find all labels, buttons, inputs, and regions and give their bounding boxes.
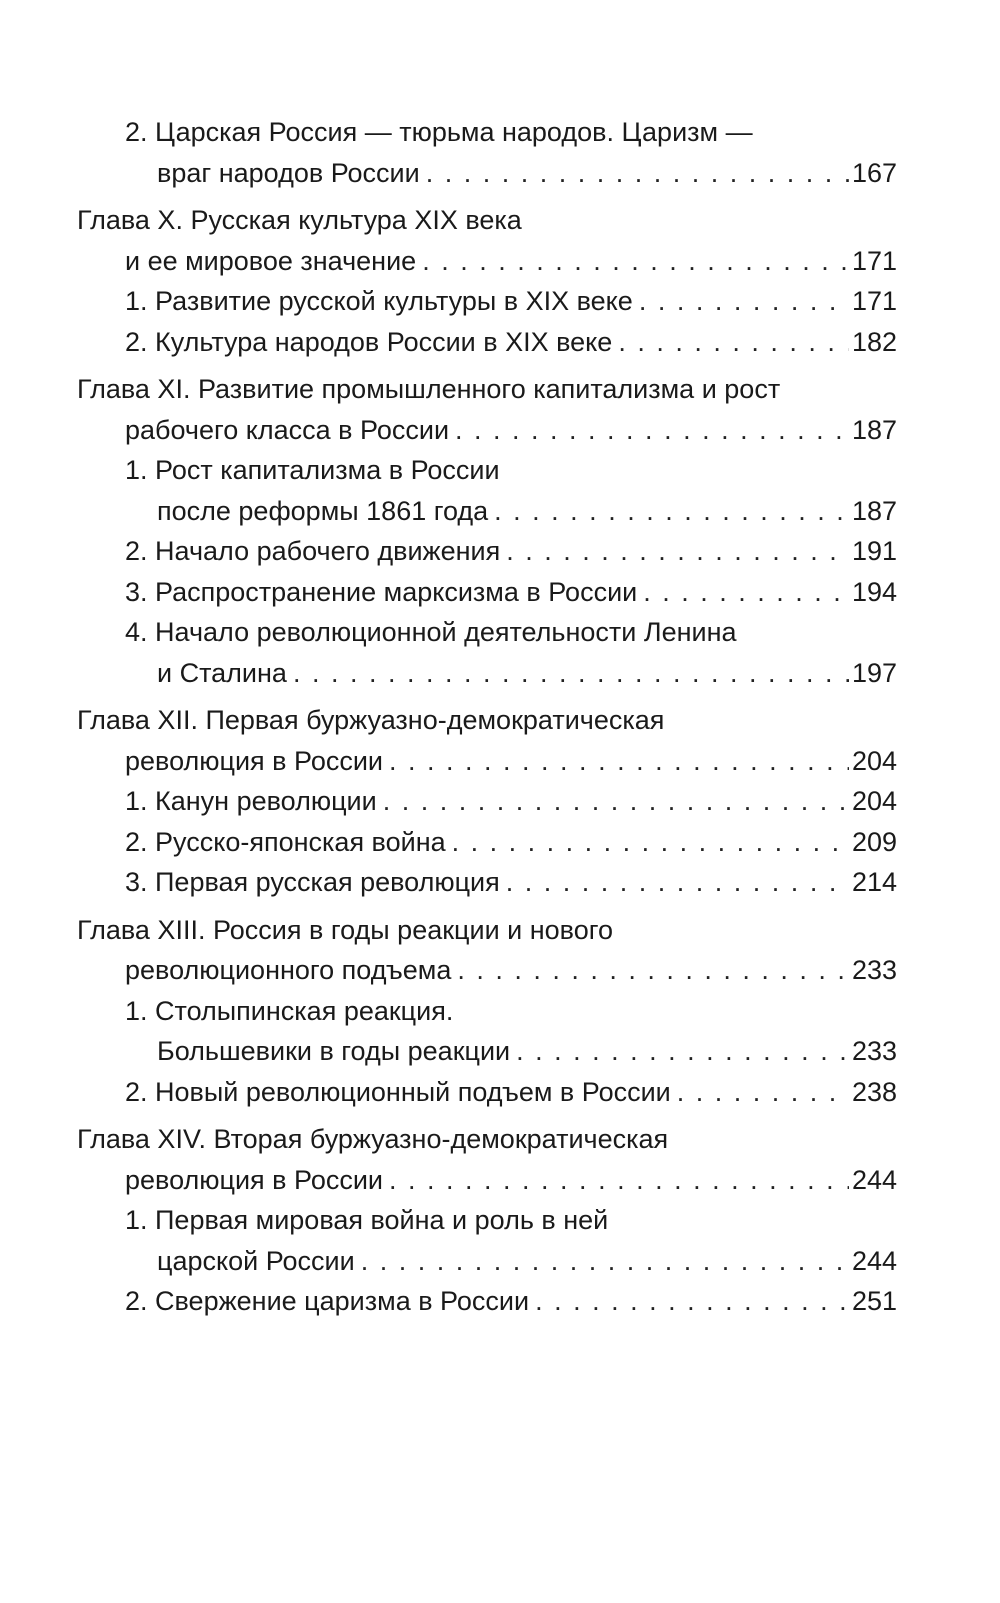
dot-leader [287, 653, 849, 694]
toc-page-number: 187 [851, 414, 897, 445]
toc-entry-title-cont: враг народов России [157, 157, 420, 188]
toc-page-number: 197 [851, 657, 897, 688]
toc-entry-title: 4. Начало революционной деятельности Ленина [125, 617, 737, 647]
toc-page-number: 187 [851, 495, 897, 526]
toc-entry-title: Глава XI. Развитие промышленного капитализма и рост [77, 374, 781, 404]
toc-page-number: 194 [851, 576, 897, 607]
toc-entry-title-cont: царской России [157, 1245, 355, 1276]
toc-entry-title-cont: рабочего класса в России [125, 414, 450, 445]
toc-entry-chapter [77, 200, 897, 281]
toc-entry-title: 2. Царская Россия — тюрьма народов. Царизм — [125, 117, 753, 147]
toc-page-number: 204 [851, 745, 897, 776]
toc-entry-section [77, 281, 897, 322]
toc-page-number: 191 [851, 536, 897, 566]
toc-entry-title: 3. Первая русская революция [125, 867, 500, 897]
toc-entry-title: 1. Столыпинская реакция. [125, 995, 454, 1026]
toc-entry-title: Глава XIV. Вторая буржуазно-демократическая [77, 1124, 669, 1154]
toc-entry-title-cont: после реформы 1861 года [157, 495, 489, 526]
table-of-contents [77, 112, 897, 1322]
toc-entry-section [77, 112, 897, 193]
toc-entry-title: Глава XII. Первая буржуазно-демократическая [77, 705, 665, 735]
toc-entry-title: 2. Свержение царизма в России [125, 1286, 530, 1316]
toc-entry-chapter [77, 700, 897, 781]
toc-page-number: 171 [851, 286, 897, 316]
toc-entry-chapter [77, 1119, 897, 1200]
toc-entry-section [77, 1200, 897, 1281]
dot-leader [488, 491, 849, 532]
dot-leader [451, 950, 849, 991]
toc-entry-title: 1. Канун революции [125, 786, 377, 816]
dot-leader [355, 1241, 849, 1282]
dot-leader [500, 531, 849, 572]
toc-entry-section [77, 612, 897, 693]
toc-entry-title-cont: и Сталина [157, 657, 287, 688]
dot-leader [529, 1281, 849, 1322]
toc-entry-section [77, 1281, 897, 1322]
toc-entry-section [77, 572, 897, 613]
toc-entry-title-cont: революционного подъема [125, 955, 452, 985]
dot-leader [671, 1072, 849, 1113]
toc-entry-section [77, 862, 897, 903]
dot-leader [383, 741, 849, 782]
toc-entry-title: 2. Культура народов России в XIX веке [125, 326, 613, 357]
toc-entry-title: 1. Первая мировая война и роль в ней [125, 1205, 609, 1235]
toc-page-number: 209 [851, 826, 897, 857]
toc-page-number: 171 [851, 245, 897, 276]
toc-entry-section [77, 1072, 897, 1113]
toc-entry-section [77, 991, 897, 1072]
dot-leader [416, 241, 849, 282]
dot-leader [449, 410, 849, 451]
toc-entry-title: 3. Распространение марксизма в России [125, 576, 638, 607]
toc-entry-title: 2. Начало рабочего движения [125, 536, 501, 566]
dot-leader [420, 153, 849, 194]
toc-entry-section [77, 781, 897, 822]
dot-leader [383, 1160, 849, 1201]
toc-entry-section [77, 531, 897, 572]
toc-entry-title: Глава X. Русская культура XIX века [77, 205, 522, 235]
toc-entry-title-cont: Большевики в годы реакции [157, 1036, 511, 1066]
dot-leader [612, 322, 849, 363]
toc-page-number: 238 [851, 1076, 897, 1107]
dot-leader [446, 822, 849, 863]
toc-entry-chapter [77, 910, 897, 991]
toc-page-number: 214 [851, 867, 897, 897]
toc-entry-title-cont: и ее мировое значение [125, 245, 417, 276]
toc-page-number: 251 [851, 1286, 897, 1316]
toc-entry-title-cont: революция в России [125, 745, 384, 776]
toc-page-number: 244 [851, 1245, 897, 1276]
toc-entry-section [77, 450, 897, 531]
toc-entry-title: 2. Русско-японская война [125, 826, 446, 857]
toc-page-number: 204 [851, 786, 897, 816]
toc-entry-title: Глава XIII. Россия в годы реакции и нового [77, 914, 614, 945]
toc-entry-title: 2. Новый революционный подъем в России [125, 1076, 671, 1107]
toc-entry-section [77, 822, 897, 863]
toc-entry-title-cont: революция в России [125, 1164, 384, 1195]
toc-page-number: 182 [851, 326, 897, 357]
toc-entry-title: 1. Развитие русской культуры в XIX веке [125, 286, 633, 316]
toc-page-number: 167 [851, 157, 897, 188]
toc-page-number: 233 [851, 955, 897, 985]
toc-entry-title: 1. Рост капитализма в России [125, 455, 500, 485]
toc-entry-section [77, 322, 897, 363]
dot-leader [377, 781, 849, 822]
dot-leader [637, 572, 849, 613]
dot-leader [633, 281, 849, 322]
toc-page-number: 233 [851, 1036, 897, 1066]
dot-leader [500, 862, 849, 903]
toc-entry-chapter [77, 369, 897, 450]
toc-page-number: 244 [851, 1164, 897, 1195]
dot-leader [510, 1031, 849, 1072]
